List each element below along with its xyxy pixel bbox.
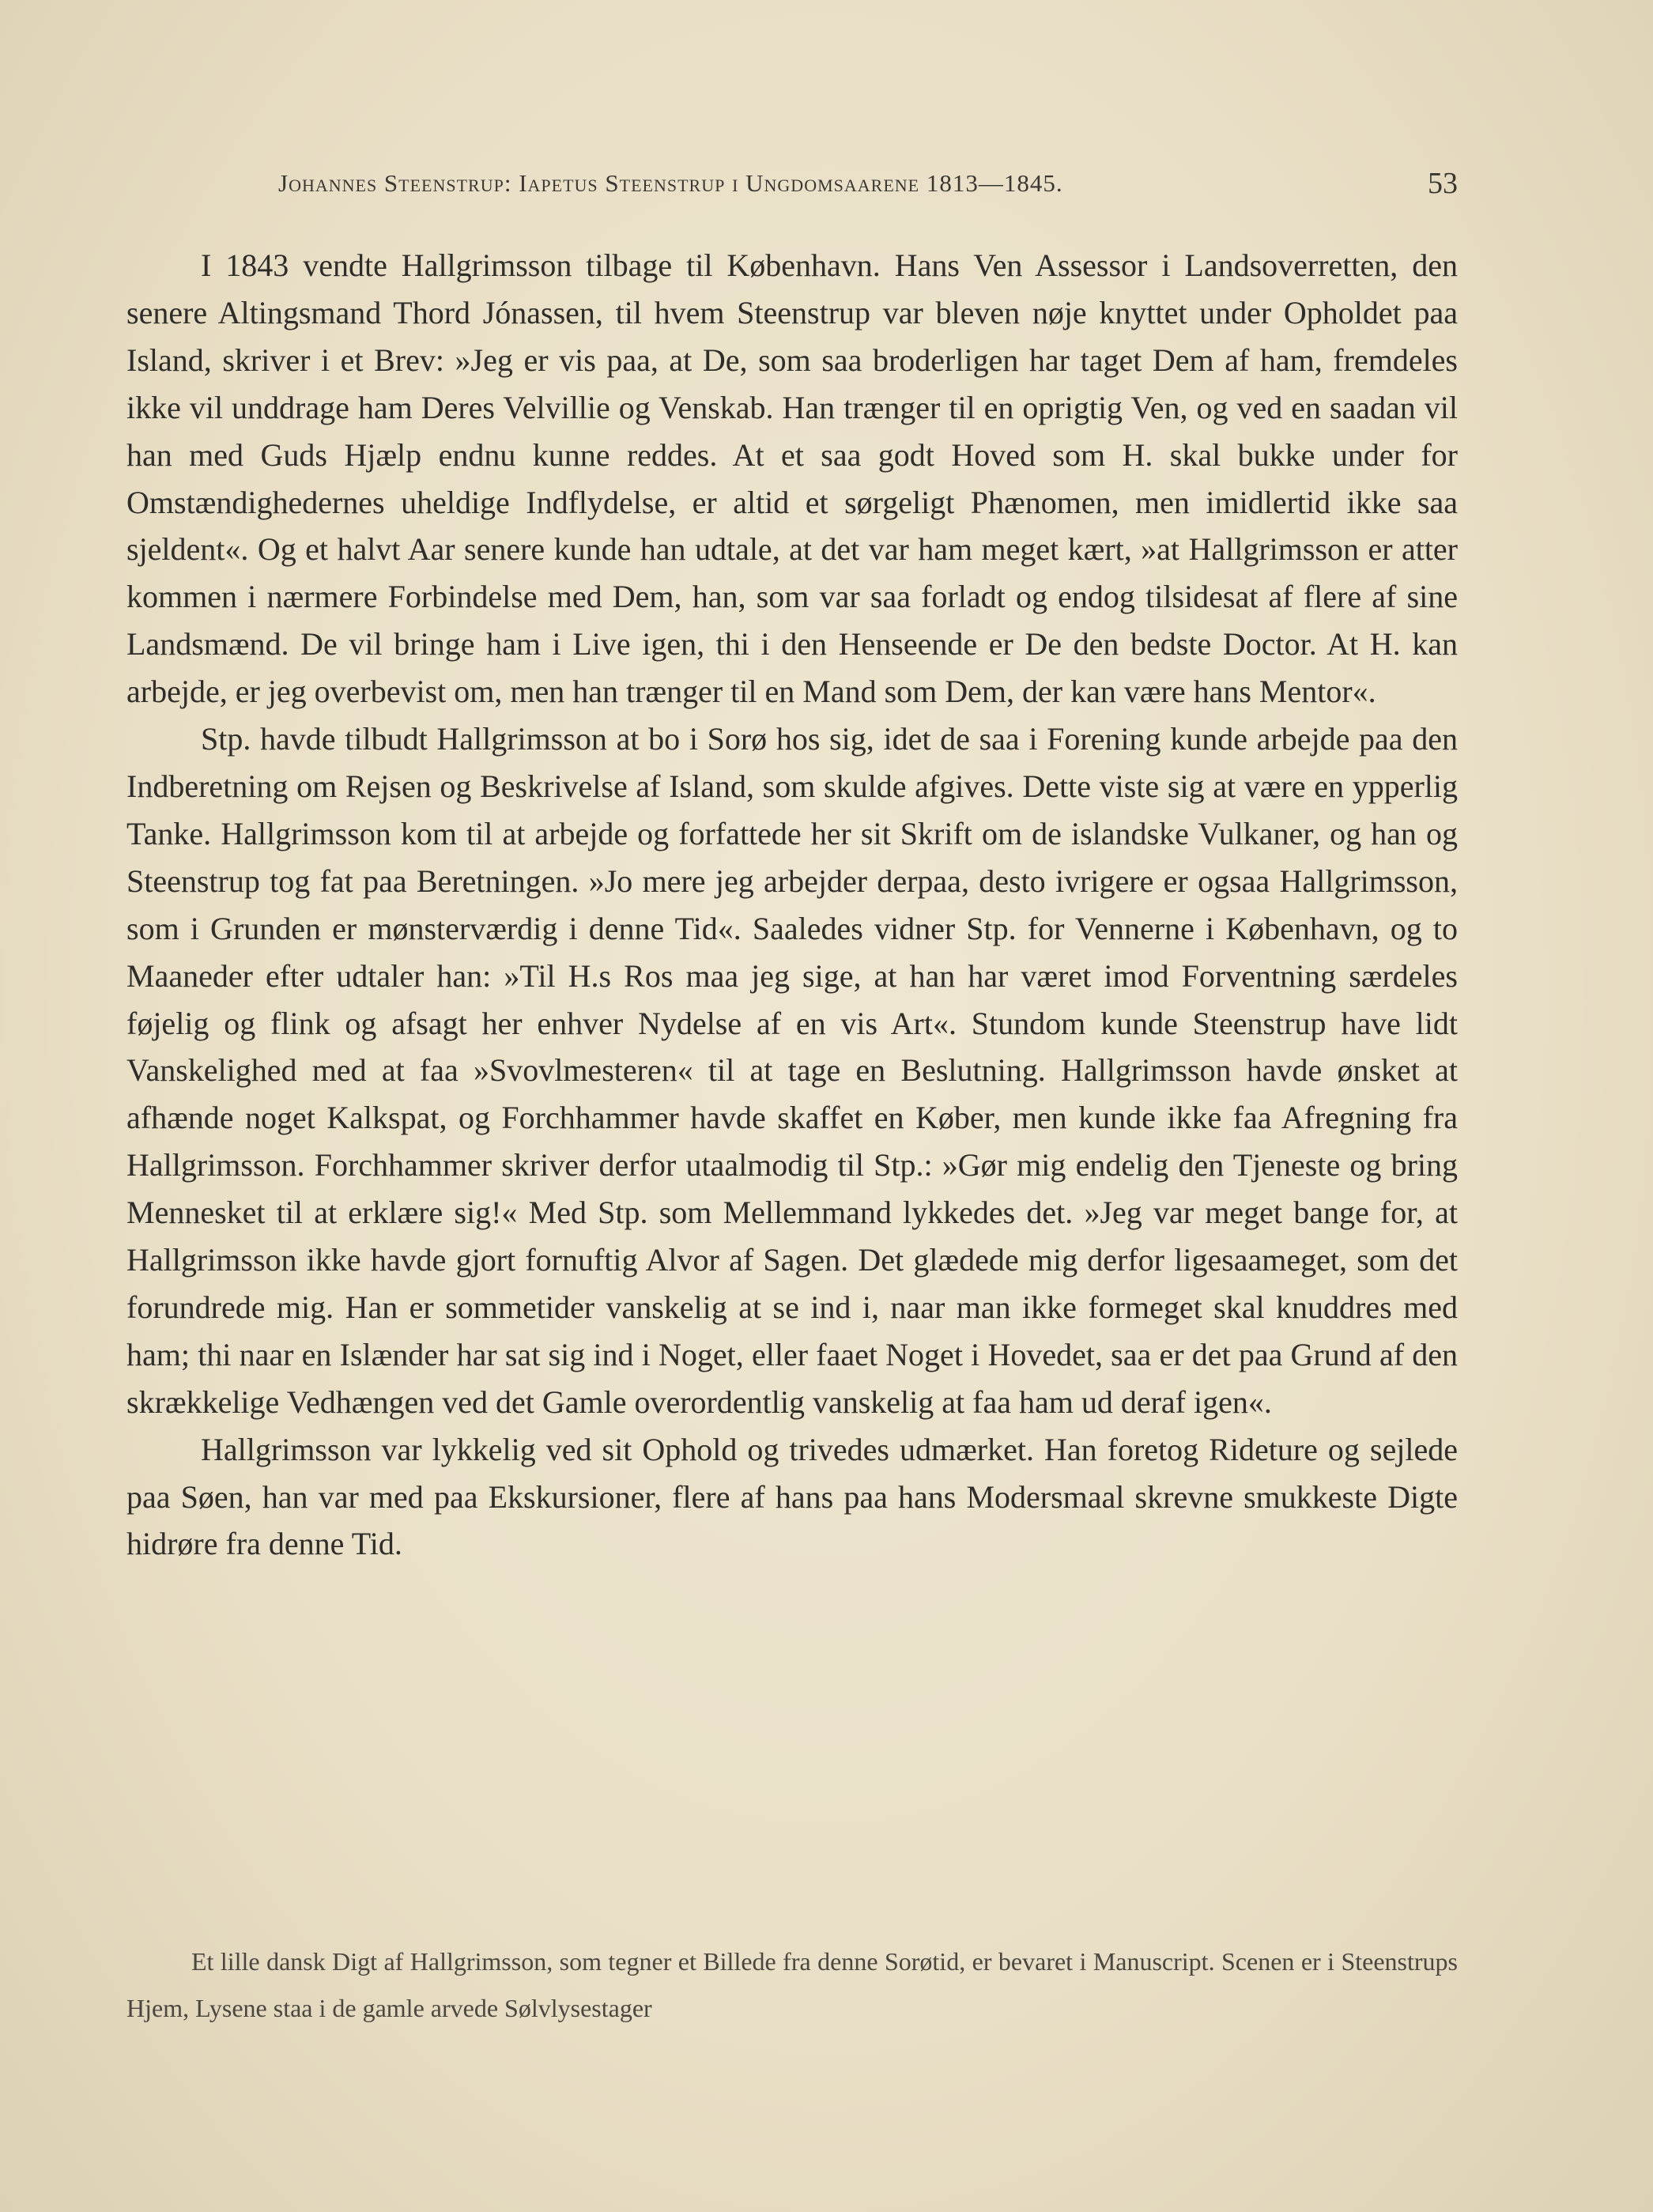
running-title: Johannes Steenstrup: Iapetus Steenstrup i Ungdomsaarene 1813—1845. [278,169,1063,197]
footnote [126,1938,1458,2032]
footnote-text: Et lille dansk Digt af Hallgrimsson, som tegner et Billede fra denne Sorøtid, er bevaret i Manuscript. Scenen er i Steenstrups Hjem, Lysene staa i de gamle arvede Sølvlysestager [126,1947,1458,2022]
page-header [278,169,1458,207]
paragraph: Stp. havde tilbudt Hallgrimsson at bo i Sorø hos sig, idet de saa i Forening kunde arbejde paa den Indberetning om Rejsen og Beskrivelse af Island, som skulde afgives. Dette viste sig at være en ypperlig Tanke. Hallgrimsson kom til at arbejde og forfattede her sit Skrift om de islandske Vulkaner, og han og Steenstrup tog fat paa Beretningen. »Jo mere jeg arbejder derpaa, desto ivrigere er ogsaa Hallgrimsson, som i Grunden er mønsterværdig i denne Tid«. Saaledes vidner Stp. for Vennerne i København, og to Maaneder efter udtaler han: »Til H.s Ros maa jeg sige, at han har været imod Forventning særdeles føjelig og flink og afsagt her enhver Nydelse af en vis Art«. Stundom kunde Steenstrup have lidt Vanskelighed med at faa »Svovlmesteren« til at tage en Beslutning. Hallgrimsson havde ønsket at afhænde noget Kalkspat, og Forchhammer havde skaffet en Køber, men kunde ikke faa Afregning fra Hallgrimsson. Forchhammer skriver derfor utaalmodig til Stp.: »Gør mig endelig den Tjeneste og bring Mennesket til at erklære sig!« Med Stp. som Mellemmand lykkedes det. »Jeg var meget bange for, at Hallgrimsson ikke havde gjort fornuftig Alvor af Sagen. Det glædede mig derfor ligesaameget, som det forundrede mig. Han er sommetider vanskelig at se ind i, naar man ikke formeget skal knuddres med ham; thi naar en Islænder har sat sig ind i Noget, eller faaet Noget i Hovedet, saa er det paa Grund af den skrækkelige Vedhængen ved det Gamle overordentlig vanskelig at faa ham ud deraf igen«. [126,721,1458,1420]
paragraph: Hallgrimsson var lykkelig ved sit Ophold og trivedes udmærket. Han foretog Rideture og sejlede paa Søen, han var med paa Ekskursioner, flere af hans paa hans Modersmaal skrevne smukkeste Digte hidrøre fra denne Tid. [126,1431,1458,1562]
body-text [126,242,1458,1568]
paragraph: I 1843 vendte Hallgrimsson tilbage til København. Hans Ven Assessor i Landsoverretten, den senere Altingsmand Thord Jónassen, til hvem Steenstrup var bleven nøje knyttet under Opholdet paa Island, skriver i et Brev: »Jeg er vis paa, at De, som saa broderligen har taget Dem af ham, fremdeles ikke vil unddrage ham Deres Velvillie og Venskab. Han trænger til en oprigtig Ven, og ved en saadan vil han med Guds Hjælp endnu kunne reddes. At et saa godt Hoved som H. skal bukke under for Omstændighedernes uheldige Indflydelse, er altid et sørgeligt Phænomen, men imidlertid ikke saa sjeldent«. Og et halvt Aar senere kunde han udtale, at det var ham meget kært, »at Hallgrimsson er atter kommen i nærmere Forbindelse med Dem, han, som var saa forladt og endog tilsidesat af flere af sine Landsmænd. De vil bringe ham i Live igen, thi i den Henseende er De den bedste Doctor. At H. kan arbejde, er jeg overbevist om, men han trænger til en Mand som Dem, der kan være hans Mentor«. [126,247,1458,710]
page-number: 53 [1428,167,1458,200]
